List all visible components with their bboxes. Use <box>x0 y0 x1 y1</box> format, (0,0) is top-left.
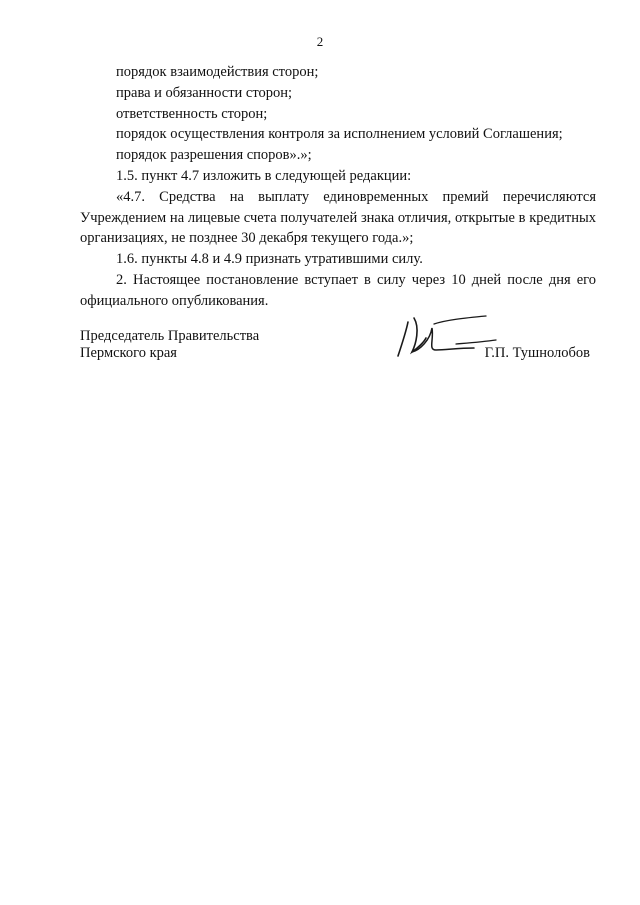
paragraph: порядок осуществления контроля за исполнением условий Соглашения; <box>116 126 563 143</box>
paragraph: права и обязанности сторон; <box>116 84 293 101</box>
paragraph: 1.5. пункт 4.7 изложить в следующей редакции: <box>116 167 412 184</box>
page-number: 2 <box>316 34 324 49</box>
paragraph: ответственность сторон; <box>116 105 268 122</box>
signer-title-line: Пермского края <box>80 345 177 361</box>
paragraph: порядок взаимодействия сторон; <box>116 64 319 80</box>
paragraph: 2. Настоящее постановление вступает в силу через 10 дней после дня его официального опубликования. <box>80 271 596 309</box>
signer-name: Г.П. Тушнолобов <box>484 345 590 361</box>
signer-title <box>80 328 259 362</box>
paragraph: 1.6. пункты 4.8 и 4.9 признать утратившими силу. <box>116 251 423 268</box>
document-body <box>80 62 596 312</box>
signer-title-line: Председатель Правительства <box>80 328 260 344</box>
paragraph: «4.7. Средства на выплату единовременных премий перечисляются Учреждением на лицевые счета получателей знака отличия, открытые в кредитных организациях, не позднее 30 декабря текущего года.»; <box>80 188 596 247</box>
paragraph: порядок разрешения споров».»; <box>116 147 312 164</box>
signature-block <box>80 312 596 372</box>
